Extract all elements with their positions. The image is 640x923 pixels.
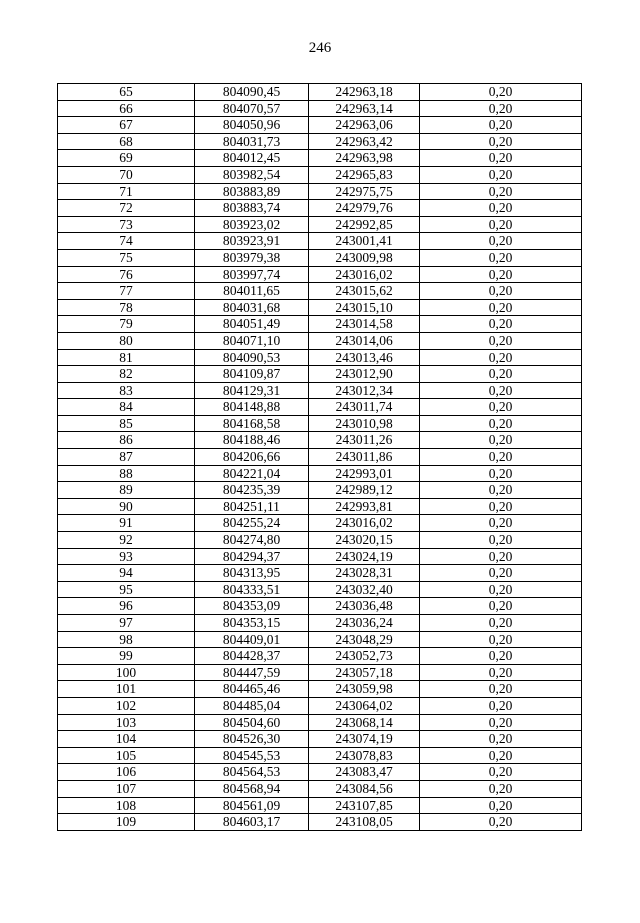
point-number-cell: 108 [58, 797, 195, 814]
x-coordinate-cell: 804274,80 [195, 532, 309, 549]
x-coordinate-cell: 804090,53 [195, 349, 309, 366]
x-coordinate-cell: 804294,37 [195, 548, 309, 565]
error-value-cell: 0,20 [420, 615, 582, 632]
error-value-cell: 0,20 [420, 598, 582, 615]
table-row [58, 465, 582, 482]
table-row [58, 615, 582, 632]
x-coordinate-cell: 804447,59 [195, 664, 309, 681]
y-coordinate-cell: 243028,31 [309, 565, 420, 582]
point-number-cell: 66 [58, 100, 195, 117]
error-value-cell: 0,20 [420, 498, 582, 515]
point-number-cell: 72 [58, 200, 195, 217]
point-number-cell: 109 [58, 814, 195, 831]
x-coordinate-cell: 803982,54 [195, 166, 309, 183]
y-coordinate-cell: 243009,98 [309, 249, 420, 266]
point-number-cell: 92 [58, 532, 195, 549]
point-number-cell: 79 [58, 316, 195, 333]
y-coordinate-cell: 243032,40 [309, 581, 420, 598]
point-number-cell: 103 [58, 714, 195, 731]
table-row [58, 332, 582, 349]
x-coordinate-cell: 803883,89 [195, 183, 309, 200]
point-number-cell: 94 [58, 565, 195, 582]
x-coordinate-cell: 804012,45 [195, 150, 309, 167]
x-coordinate-cell: 804526,30 [195, 731, 309, 748]
x-coordinate-cell: 804188,46 [195, 432, 309, 449]
point-number-cell: 80 [58, 332, 195, 349]
x-coordinate-cell: 804313,95 [195, 565, 309, 582]
x-coordinate-cell: 804050,96 [195, 117, 309, 134]
error-value-cell: 0,20 [420, 399, 582, 416]
point-number-cell: 97 [58, 615, 195, 632]
x-coordinate-cell: 804603,17 [195, 814, 309, 831]
point-number-cell: 91 [58, 515, 195, 532]
error-value-cell: 0,20 [420, 233, 582, 250]
y-coordinate-cell: 243108,05 [309, 814, 420, 831]
x-coordinate-cell: 804428,37 [195, 648, 309, 665]
error-value-cell: 0,20 [420, 565, 582, 582]
error-value-cell: 0,20 [420, 299, 582, 316]
table-row [58, 117, 582, 134]
y-coordinate-cell: 242993,01 [309, 465, 420, 482]
error-value-cell: 0,20 [420, 366, 582, 383]
point-number-cell: 76 [58, 266, 195, 283]
y-coordinate-cell: 242963,98 [309, 150, 420, 167]
error-value-cell: 0,20 [420, 648, 582, 665]
point-number-cell: 75 [58, 249, 195, 266]
point-number-cell: 98 [58, 631, 195, 648]
point-number-cell: 67 [58, 117, 195, 134]
error-value-cell: 0,20 [420, 100, 582, 117]
y-coordinate-cell: 243012,90 [309, 366, 420, 383]
y-coordinate-cell: 243036,48 [309, 598, 420, 615]
error-value-cell: 0,20 [420, 697, 582, 714]
point-number-cell: 93 [58, 548, 195, 565]
error-value-cell: 0,20 [420, 349, 582, 366]
point-number-cell: 69 [58, 150, 195, 167]
table-row [58, 299, 582, 316]
point-number-cell: 89 [58, 482, 195, 499]
y-coordinate-cell: 243052,73 [309, 648, 420, 665]
error-value-cell: 0,20 [420, 133, 582, 150]
table-row [58, 100, 582, 117]
coordinates-table [57, 83, 582, 831]
error-value-cell: 0,20 [420, 449, 582, 466]
y-coordinate-cell: 242992,85 [309, 216, 420, 233]
x-coordinate-cell: 804051,49 [195, 316, 309, 333]
y-coordinate-cell: 243016,02 [309, 266, 420, 283]
table-row [58, 498, 582, 515]
error-value-cell: 0,20 [420, 200, 582, 217]
point-number-cell: 71 [58, 183, 195, 200]
y-coordinate-cell: 243084,56 [309, 780, 420, 797]
table-body [58, 84, 582, 831]
table-row [58, 664, 582, 681]
y-coordinate-cell: 243036,24 [309, 615, 420, 632]
y-coordinate-cell: 242963,14 [309, 100, 420, 117]
x-coordinate-cell: 804070,57 [195, 100, 309, 117]
x-coordinate-cell: 804031,73 [195, 133, 309, 150]
error-value-cell: 0,20 [420, 166, 582, 183]
point-number-cell: 101 [58, 681, 195, 698]
table-row [58, 598, 582, 615]
x-coordinate-cell: 804109,87 [195, 366, 309, 383]
y-coordinate-cell: 243059,98 [309, 681, 420, 698]
point-number-cell: 85 [58, 415, 195, 432]
error-value-cell: 0,20 [420, 747, 582, 764]
y-coordinate-cell: 242965,83 [309, 166, 420, 183]
table-row [58, 283, 582, 300]
table-row [58, 764, 582, 781]
table-row [58, 200, 582, 217]
table-row [58, 747, 582, 764]
y-coordinate-cell: 243015,62 [309, 283, 420, 300]
y-coordinate-cell: 243015,10 [309, 299, 420, 316]
y-coordinate-cell: 243014,06 [309, 332, 420, 349]
page-number: 246 [308, 40, 332, 56]
point-number-cell: 96 [58, 598, 195, 615]
table-row [58, 814, 582, 831]
error-value-cell: 0,20 [420, 548, 582, 565]
table-row [58, 548, 582, 565]
error-value-cell: 0,20 [420, 316, 582, 333]
error-value-cell: 0,20 [420, 532, 582, 549]
x-coordinate-cell: 803883,74 [195, 200, 309, 217]
y-coordinate-cell: 243024,19 [309, 548, 420, 565]
point-number-cell: 68 [58, 133, 195, 150]
x-coordinate-cell: 804561,09 [195, 797, 309, 814]
point-number-cell: 87 [58, 449, 195, 466]
error-value-cell: 0,20 [420, 581, 582, 598]
y-coordinate-cell: 242989,12 [309, 482, 420, 499]
y-coordinate-cell: 243012,34 [309, 382, 420, 399]
point-number-cell: 107 [58, 780, 195, 797]
table-row [58, 565, 582, 582]
y-coordinate-cell: 242979,76 [309, 200, 420, 217]
table-row [58, 399, 582, 416]
table-row [58, 183, 582, 200]
y-coordinate-cell: 243011,74 [309, 399, 420, 416]
x-coordinate-cell: 804090,45 [195, 84, 309, 101]
point-number-cell: 82 [58, 366, 195, 383]
error-value-cell: 0,20 [420, 266, 582, 283]
point-number-cell: 78 [58, 299, 195, 316]
x-coordinate-cell: 804235,39 [195, 482, 309, 499]
table-row [58, 349, 582, 366]
table-row [58, 697, 582, 714]
point-number-cell: 77 [58, 283, 195, 300]
y-coordinate-cell: 243107,85 [309, 797, 420, 814]
table-row [58, 382, 582, 399]
error-value-cell: 0,20 [420, 117, 582, 134]
point-number-cell: 95 [58, 581, 195, 598]
table-row [58, 515, 582, 532]
x-coordinate-cell: 804564,53 [195, 764, 309, 781]
point-number-cell: 88 [58, 465, 195, 482]
error-value-cell: 0,20 [420, 432, 582, 449]
x-coordinate-cell: 804011,65 [195, 283, 309, 300]
error-value-cell: 0,20 [420, 731, 582, 748]
error-value-cell: 0,20 [420, 780, 582, 797]
y-coordinate-cell: 243013,46 [309, 349, 420, 366]
table-row [58, 366, 582, 383]
error-value-cell: 0,20 [420, 814, 582, 831]
error-value-cell: 0,20 [420, 415, 582, 432]
table-row [58, 631, 582, 648]
point-number-cell: 73 [58, 216, 195, 233]
table-row [58, 681, 582, 698]
x-coordinate-cell: 804485,04 [195, 697, 309, 714]
point-number-cell: 74 [58, 233, 195, 250]
error-value-cell: 0,20 [420, 714, 582, 731]
error-value-cell: 0,20 [420, 249, 582, 266]
point-number-cell: 104 [58, 731, 195, 748]
error-value-cell: 0,20 [420, 664, 582, 681]
error-value-cell: 0,20 [420, 465, 582, 482]
error-value-cell: 0,20 [420, 283, 582, 300]
table-row [58, 233, 582, 250]
point-number-cell: 83 [58, 382, 195, 399]
point-number-cell: 106 [58, 764, 195, 781]
table-row [58, 432, 582, 449]
y-coordinate-cell: 243057,18 [309, 664, 420, 681]
x-coordinate-cell: 804504,60 [195, 714, 309, 731]
x-coordinate-cell: 804071,10 [195, 332, 309, 349]
table-row [58, 84, 582, 101]
y-coordinate-cell: 242963,42 [309, 133, 420, 150]
point-number-cell: 70 [58, 166, 195, 183]
table-row [58, 133, 582, 150]
x-coordinate-cell: 804568,94 [195, 780, 309, 797]
y-coordinate-cell: 243083,47 [309, 764, 420, 781]
y-coordinate-cell: 243020,15 [309, 532, 420, 549]
error-value-cell: 0,20 [420, 515, 582, 532]
error-value-cell: 0,20 [420, 482, 582, 499]
table-row [58, 449, 582, 466]
error-value-cell: 0,20 [420, 84, 582, 101]
x-coordinate-cell: 804221,04 [195, 465, 309, 482]
error-value-cell: 0,20 [420, 150, 582, 167]
x-coordinate-cell: 804353,15 [195, 615, 309, 632]
y-coordinate-cell: 242975,75 [309, 183, 420, 200]
point-number-cell: 105 [58, 747, 195, 764]
error-value-cell: 0,20 [420, 382, 582, 399]
point-number-cell: 81 [58, 349, 195, 366]
y-coordinate-cell: 243048,29 [309, 631, 420, 648]
table-row [58, 166, 582, 183]
table-row [58, 714, 582, 731]
x-coordinate-cell: 804255,24 [195, 515, 309, 532]
x-coordinate-cell: 804333,51 [195, 581, 309, 598]
point-number-cell: 65 [58, 84, 195, 101]
point-number-cell: 100 [58, 664, 195, 681]
table-row [58, 316, 582, 333]
table-row [58, 731, 582, 748]
x-coordinate-cell: 804031,68 [195, 299, 309, 316]
table-row [58, 780, 582, 797]
table-row [58, 266, 582, 283]
x-coordinate-cell: 803997,74 [195, 266, 309, 283]
y-coordinate-cell: 243016,02 [309, 515, 420, 532]
table-row [58, 648, 582, 665]
x-coordinate-cell: 804251,11 [195, 498, 309, 515]
y-coordinate-cell: 242963,06 [309, 117, 420, 134]
error-value-cell: 0,20 [420, 764, 582, 781]
point-number-cell: 84 [58, 399, 195, 416]
x-coordinate-cell: 804353,09 [195, 598, 309, 615]
y-coordinate-cell: 243014,58 [309, 316, 420, 333]
x-coordinate-cell: 803923,02 [195, 216, 309, 233]
table-row [58, 581, 582, 598]
error-value-cell: 0,20 [420, 681, 582, 698]
x-coordinate-cell: 804545,53 [195, 747, 309, 764]
error-value-cell: 0,20 [420, 216, 582, 233]
point-number-cell: 102 [58, 697, 195, 714]
table-row [58, 150, 582, 167]
error-value-cell: 0,20 [420, 183, 582, 200]
table-row [58, 797, 582, 814]
error-value-cell: 0,20 [420, 797, 582, 814]
y-coordinate-cell: 243001,41 [309, 233, 420, 250]
error-value-cell: 0,20 [420, 631, 582, 648]
y-coordinate-cell: 243078,83 [309, 747, 420, 764]
table-row [58, 249, 582, 266]
table-row [58, 482, 582, 499]
x-coordinate-cell: 803979,38 [195, 249, 309, 266]
y-coordinate-cell: 243064,02 [309, 697, 420, 714]
y-coordinate-cell: 243074,19 [309, 731, 420, 748]
error-value-cell: 0,20 [420, 332, 582, 349]
x-coordinate-cell: 804168,58 [195, 415, 309, 432]
point-number-cell: 99 [58, 648, 195, 665]
point-number-cell: 90 [58, 498, 195, 515]
table-row [58, 532, 582, 549]
x-coordinate-cell: 804409,01 [195, 631, 309, 648]
y-coordinate-cell: 243011,86 [309, 449, 420, 466]
x-coordinate-cell: 803923,91 [195, 233, 309, 250]
x-coordinate-cell: 804465,46 [195, 681, 309, 698]
table-row [58, 415, 582, 432]
table-row [58, 216, 582, 233]
y-coordinate-cell: 243011,26 [309, 432, 420, 449]
y-coordinate-cell: 243010,98 [309, 415, 420, 432]
x-coordinate-cell: 804148,88 [195, 399, 309, 416]
y-coordinate-cell: 243068,14 [309, 714, 420, 731]
point-number-cell: 86 [58, 432, 195, 449]
x-coordinate-cell: 804129,31 [195, 382, 309, 399]
y-coordinate-cell: 242963,18 [309, 84, 420, 101]
y-coordinate-cell: 242993,81 [309, 498, 420, 515]
x-coordinate-cell: 804206,66 [195, 449, 309, 466]
